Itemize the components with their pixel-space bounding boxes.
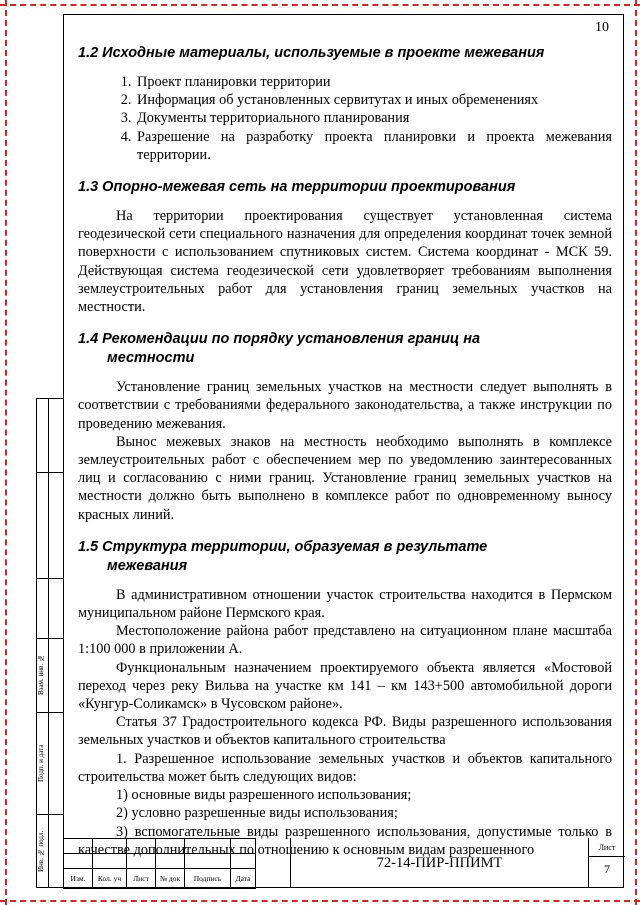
title-block-table bbox=[63, 838, 256, 889]
section-1-3 bbox=[78, 178, 612, 316]
stamp-label: Инв. № подл. bbox=[37, 830, 45, 872]
heading-line: 1.4 Рекомендации по порядку установления границ на bbox=[78, 331, 481, 348]
sheet-box bbox=[588, 838, 624, 888]
paragraph: Местоположение района работ представлено на ситуационном плане масштаба 1:100 000 в приложении А. bbox=[78, 623, 612, 658]
stamp-line bbox=[36, 472, 63, 473]
stamp-cell bbox=[64, 854, 93, 869]
materials-list bbox=[78, 73, 612, 164]
paragraph: Статья 37 Градостроительного кодекса РФ. Виды разрешенного использования земельных участков и объектов капитального строительства bbox=[78, 714, 612, 749]
stamp-cell bbox=[156, 854, 185, 869]
paragraph: В административном отношении участок строительства находится в Пермском муниципальном районе Пермского края. bbox=[78, 586, 612, 622]
section-1-4 bbox=[78, 330, 612, 524]
list-item: 3. Документы территориального планирования bbox=[135, 109, 612, 127]
paragraph: 3) вспомогательные виды разрешенного использования, допустимые только в качестве дополнительных по отношению к основным видам разрешенного bbox=[78, 823, 612, 858]
section-heading bbox=[78, 538, 612, 576]
stamp-cell bbox=[156, 839, 185, 854]
heading-line: местности bbox=[107, 350, 195, 367]
stamp-cell bbox=[185, 839, 231, 854]
paragraph: Функциональным назначением проектируемого объекта является «Мостовой переход через реку Вильва на участке км 141 – км 143+500 автомобильной дороги «Кунгур-Соликамск» в Чусовском районе». bbox=[78, 659, 612, 713]
list-item: 2. Информация об установленных сервитутах и иных обременениях bbox=[135, 91, 612, 109]
column-label: Кол. уч bbox=[93, 869, 127, 889]
column-label: Подпись bbox=[185, 869, 231, 889]
stamp-cell bbox=[231, 839, 256, 854]
stamp-cell bbox=[185, 854, 231, 869]
column-label: Изм. bbox=[64, 869, 93, 889]
heading-line: межевания bbox=[107, 557, 188, 574]
stamp-line bbox=[36, 638, 63, 639]
stamp-label: Подп. и дата bbox=[37, 744, 45, 782]
stamp-cell bbox=[93, 839, 127, 854]
column-label: Дата bbox=[231, 869, 256, 889]
section-heading: 1.2 Исходные материалы, используемые в проекте межевания bbox=[78, 45, 545, 61]
paragraph: Установление границ земельных участков на местности следует выполнять в соответствии с требованиями федерального законодательства, а также инструкции по проведению межевания. bbox=[78, 379, 612, 432]
heading-line: 1.5 Структура территории, образуемая в результате bbox=[78, 538, 488, 555]
cut-line-right bbox=[635, 0, 637, 905]
stamp-cell bbox=[93, 854, 127, 869]
cut-line-left bbox=[5, 0, 7, 905]
section-heading: 1.3 Опорно-межевая сеть на территории проектирования bbox=[78, 179, 516, 196]
list-item: 4. Разрешение на разработку проекта планировки и проекта межевания территории. bbox=[135, 128, 612, 164]
cut-line-top bbox=[0, 4, 640, 6]
column-label: № док bbox=[156, 869, 185, 889]
document-body bbox=[78, 44, 612, 859]
paragraph: На территории проектирования существует установленная система геодезической сети специального назначения для определения координат точек земной поверхности с использованием спутниковых систем. Система координат - МСК 59. Действующая система геодезической сети удовлетворяет требованиям выполнения землеустроительных работ для установления границ земельных участков на местности. bbox=[78, 208, 612, 316]
cut-line-bottom bbox=[0, 900, 640, 902]
sheet-label: Лист bbox=[589, 840, 625, 857]
paragraph: 1) основные виды разрешенного использования; bbox=[116, 787, 412, 804]
stamp-cell bbox=[231, 854, 256, 869]
section-heading bbox=[78, 330, 612, 368]
stamp-line bbox=[36, 712, 63, 713]
sheet-number: 7 bbox=[604, 862, 610, 876]
stamp-line bbox=[36, 578, 63, 579]
section-1-2 bbox=[78, 44, 612, 164]
document-code: 72-14-ПИР-ППИМТ bbox=[290, 838, 588, 888]
paragraph: 2) условно разрешенные виды использования; bbox=[116, 805, 398, 822]
stamp-cell bbox=[127, 854, 156, 869]
column-label: Лист bbox=[127, 869, 156, 889]
list-item: 1. Проект планировки территории bbox=[135, 73, 612, 91]
paragraph: Вынос межевых знаков на местность необходимо выполнять в комплексе землеустроительных работ с обеспечением мер по уведомлению заинтересованных лиц и согласованию с ними границ. Установление границ земельных участков на местности должно быть выполнено в комплексе работ по одновременному выносу красных линий. bbox=[78, 433, 612, 523]
page-number: 10 bbox=[595, 20, 609, 35]
section-1-5 bbox=[78, 538, 612, 859]
paragraph: 1. Разрешенное использование земельных участков и объектов капитального строительства может быть следующих видов: bbox=[78, 750, 612, 785]
stamp-cell bbox=[127, 839, 156, 854]
stamp-cell bbox=[64, 839, 93, 854]
stamp-line bbox=[36, 814, 63, 815]
stamp-label: Взам. инв. № bbox=[37, 654, 45, 696]
